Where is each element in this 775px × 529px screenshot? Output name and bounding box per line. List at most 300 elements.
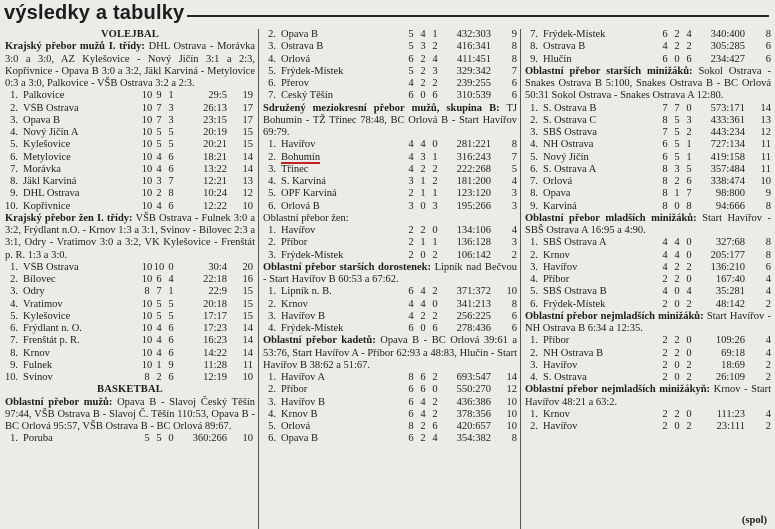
losses-cell: 2 (432, 286, 438, 298)
results-paragraph (5, 213, 255, 262)
section-heading: VOLEJBAL (101, 29, 159, 40)
table-row (525, 139, 771, 151)
score-cell: 26:109 (715, 372, 745, 383)
rank-cell: 3. (268, 41, 276, 53)
score-cell: 411:451 (456, 53, 491, 65)
competition-name: Oblastní přebor nejmladších minižáků: (525, 310, 704, 322)
team-cell: NH Ostrava (543, 139, 594, 151)
losses-cell: 5 (168, 139, 174, 151)
table-row (5, 176, 255, 188)
team-cell: Opava B (23, 114, 61, 126)
team-cell: Nový Jičín (543, 151, 589, 163)
points-cell: 13 (242, 176, 253, 187)
games-cell: 5 (408, 41, 414, 53)
score-cell: 136:128 (456, 237, 491, 249)
wins-cell: 0 (674, 372, 680, 383)
losses-cell: 0 (432, 139, 438, 151)
table-row (525, 103, 771, 115)
score-cell: 443:234 (710, 127, 745, 138)
team-cell: Vratimov (23, 298, 63, 310)
losses-cell: 1 (432, 237, 438, 249)
wins-cell: 4 (156, 151, 162, 163)
table-row (263, 188, 517, 200)
score-cell: 693:547 (456, 372, 491, 383)
rank-cell: 3. (10, 114, 18, 126)
losses-cell: 6 (686, 53, 692, 65)
wins-cell: 2 (674, 347, 680, 359)
points-cell: 10 (242, 372, 253, 383)
table-row (5, 103, 255, 115)
score-cell: 181:200 (456, 176, 491, 187)
wins-cell: 0 (674, 286, 680, 298)
points-cell: 10 (506, 286, 517, 298)
rank-cell: 1. (268, 225, 276, 236)
team-cell: Třinec (281, 163, 309, 175)
points-cell: 2 (765, 421, 771, 432)
team-cell: Český Těšín (281, 90, 334, 102)
losses-cell: 7 (686, 188, 692, 200)
losses-cell: 2 (432, 396, 438, 408)
score-cell: 357:484 (710, 163, 745, 175)
losses-cell: 5 (686, 163, 692, 175)
points-cell: 17 (242, 102, 253, 114)
games-cell: 10 (141, 90, 153, 102)
team-cell: Frýdek-Místek (281, 323, 344, 334)
losses-cell: 4 (168, 274, 174, 285)
score-cell: 29:5 (208, 90, 227, 102)
losses-cell: 2 (686, 359, 692, 371)
wins-cell: 4 (420, 29, 426, 40)
score-cell: 11:28 (203, 359, 227, 371)
score-cell: 378:356 (456, 408, 491, 420)
points-cell: 8 (511, 433, 517, 445)
score-cell: 30:4 (208, 261, 227, 273)
rank-cell: 3. (530, 127, 538, 138)
losses-cell: 6 (168, 163, 174, 175)
games-cell: 10 (141, 298, 153, 310)
losses-cell: 4 (686, 29, 692, 40)
table-row (263, 152, 517, 164)
team-cell: NH Ostrava B (543, 347, 604, 359)
score-cell: 26:13 (203, 102, 227, 114)
points-cell: 15 (242, 286, 253, 298)
team-cell: Frýdlant n. O. (23, 323, 82, 334)
games-cell: 6 (408, 408, 414, 420)
table-row (263, 311, 517, 323)
team-cell: Krnov B (281, 408, 318, 420)
losses-cell: 2 (432, 249, 438, 261)
games-cell: 8 (662, 163, 668, 175)
losses-cell: 6 (168, 335, 174, 347)
points-cell: 15 (242, 310, 253, 322)
losses-cell: 7 (168, 176, 174, 187)
losses-cell: 1 (686, 151, 692, 163)
games-cell: 10 (141, 114, 153, 126)
team-cell: S. Karviná (281, 176, 326, 187)
team-cell: Metylovice (23, 151, 71, 163)
points-cell: 20 (242, 261, 253, 273)
wins-cell: 0 (420, 323, 426, 334)
score-cell: 12:22 (203, 200, 227, 212)
wins-cell: 1 (420, 237, 426, 249)
team-cell: VŠB Ostrava (23, 261, 79, 273)
points-cell: 8 (765, 29, 771, 40)
rank-cell: 9. (530, 53, 538, 65)
points-cell: 15 (242, 298, 253, 310)
points-cell: 4 (765, 347, 771, 359)
table-row (263, 176, 517, 188)
score-cell: 10:24 (203, 188, 227, 200)
losses-cell: 2 (432, 372, 438, 383)
team-cell: Havířov (281, 225, 316, 236)
games-cell: 10 (141, 310, 153, 322)
games-cell: 8 (144, 286, 150, 298)
rank-cell: 5. (268, 421, 276, 432)
team-cell: Havířov B (281, 396, 326, 408)
competition-name: Oblastní přebor kadetů: (263, 335, 376, 347)
table-row (5, 348, 255, 360)
games-cell: 5 (408, 65, 414, 77)
score-cell: 134:106 (456, 225, 491, 236)
rank-cell: 3. (268, 163, 276, 175)
rank-cell: 2. (268, 384, 276, 396)
wins-cell: 0 (674, 359, 680, 371)
team-cell: Frýdek-Místek (281, 249, 344, 261)
games-cell: 6 (662, 29, 668, 40)
table-row (525, 115, 771, 127)
column-3 (525, 29, 771, 433)
score-cell: 20:18 (203, 298, 227, 310)
wins-cell: 3 (674, 163, 680, 175)
games-cell: 4 (408, 78, 414, 89)
rank-cell: 1. (10, 261, 18, 273)
losses-cell: 0 (432, 225, 438, 236)
rank-cell: 8. (10, 347, 18, 359)
score-cell: 17:23 (203, 323, 227, 334)
table-row (525, 176, 771, 188)
games-cell: 6 (408, 323, 414, 334)
points-cell: 10 (242, 433, 253, 445)
points-cell: 10 (242, 200, 253, 212)
rank-cell: 4. (530, 274, 538, 285)
results-paragraph (263, 262, 517, 287)
table-row (525, 372, 771, 384)
rank-cell: 10. (5, 200, 19, 212)
table-row (5, 323, 255, 335)
results-text: Lipník nad Bečvou - Start Havířov B 60:53 a 67:62. (263, 261, 518, 285)
losses-cell: 2 (686, 261, 692, 273)
team-cell: Havířov (543, 261, 578, 273)
games-cell: 10 (141, 127, 153, 138)
losses-cell: 2 (686, 127, 692, 138)
rank-cell: 7. (530, 29, 538, 40)
results-paragraph (525, 384, 771, 409)
wins-cell: 5 (156, 139, 162, 151)
team-cell: Opava B (281, 29, 319, 40)
score-cell: 419:158 (710, 151, 745, 163)
table-row (525, 348, 771, 360)
wins-cell: 5 (156, 127, 162, 138)
table-row (5, 286, 255, 298)
points-cell: 3 (511, 200, 517, 212)
results-text: DHL Ostrava - Morávka 3:0 a 3:0, AZ Kylešovice - Nový Jičín 3:1 a 2:3, Kopřivnice - Opava B 3:0 a 3:2, Jäkl Karviná - Metylovice 0:3 a 3:0, Palkovice - VŠB Ostrava 3:2 a 2:3. (5, 41, 256, 89)
losses-cell: 3 (432, 65, 438, 77)
losses-cell: 0 (168, 261, 174, 273)
results-text: Start Havířov - SBŠ Ostrava A 16:95 a 4:90. (525, 212, 771, 236)
table-row (5, 311, 255, 323)
games-cell: 10 (141, 335, 153, 347)
rank-cell: 3. (268, 310, 276, 322)
games-cell: 10 (141, 139, 153, 151)
points-cell: 6 (765, 261, 771, 273)
points-cell: 6 (511, 90, 517, 102)
points-cell: 6 (511, 78, 517, 89)
table-row (263, 421, 517, 433)
wins-cell: 2 (420, 225, 426, 236)
rank-cell: 5. (10, 139, 18, 151)
table-row (263, 250, 517, 262)
table-row (5, 139, 255, 151)
losses-cell: 3 (686, 114, 692, 126)
games-cell: 6 (408, 53, 414, 65)
score-cell: 16:23 (203, 335, 227, 347)
results-paragraph (263, 335, 517, 372)
losses-cell: 1 (686, 139, 692, 151)
competition-name: Oblastní přebor starších dorostenek: (263, 261, 431, 273)
games-cell: 8 (144, 372, 150, 383)
table-row (263, 78, 517, 90)
games-cell: 10 (141, 261, 153, 273)
score-cell: 316:243 (456, 151, 491, 163)
team-cell: Opava (543, 188, 571, 200)
games-cell: 7 (662, 102, 668, 114)
points-cell: 9 (511, 29, 517, 40)
points-cell: 7 (511, 65, 517, 77)
losses-cell: 6 (168, 151, 174, 163)
games-cell: 2 (408, 249, 414, 261)
losses-cell: 6 (432, 421, 438, 432)
points-cell: 2 (511, 249, 517, 261)
games-cell: 8 (408, 372, 414, 383)
team-cell: Palkovice (23, 90, 65, 102)
games-cell: 2 (662, 408, 668, 420)
score-cell: 341:213 (456, 298, 491, 310)
results-text: Opava B - Slavoj Český Těšín 97:44, VŠB Ostrava B - Slavoj Č. Těšín 110:53, Opava B - BC Orlová 95:57, VŠB Ostrava B - BC Orlová 89:67. (5, 396, 255, 432)
games-cell: 4 (662, 261, 668, 273)
column-divider (258, 29, 259, 529)
rank-cell: 1. (530, 408, 538, 420)
wins-cell: 5 (156, 298, 162, 310)
team-cell: S. Ostrava A (543, 163, 597, 175)
rank-cell: 6. (268, 200, 276, 212)
losses-cell: 0 (168, 433, 174, 445)
score-cell: 416:341 (456, 41, 491, 53)
games-cell: 10 (141, 188, 153, 200)
team-cell: Kylešovice (23, 310, 71, 322)
games-cell: 10 (141, 274, 153, 285)
competition-name: Krajský přebor žen I. třídy: (5, 212, 133, 224)
rank-cell: 2. (268, 237, 276, 249)
table-row (263, 29, 517, 41)
games-cell: 10 (141, 102, 153, 114)
wins-cell: 2 (156, 372, 162, 383)
wins-cell: 2 (674, 274, 680, 285)
score-cell: 420:657 (456, 421, 491, 432)
score-cell: 20:19 (203, 127, 227, 138)
rank-cell: 1. (268, 286, 276, 298)
table-row (5, 360, 255, 372)
games-cell: 2 (662, 274, 668, 285)
table-row (263, 54, 517, 66)
score-cell: 234:427 (710, 53, 745, 65)
points-cell: 4 (765, 274, 771, 285)
wins-cell: 5 (674, 139, 680, 151)
wins-cell: 7 (156, 286, 162, 298)
points-cell: 16 (242, 274, 253, 285)
rank-cell: 5. (530, 286, 538, 298)
wins-cell: 4 (156, 347, 162, 359)
table-row (263, 225, 517, 237)
score-cell: 18:69 (721, 359, 745, 371)
losses-cell: 1 (432, 188, 438, 200)
table-row (5, 274, 255, 286)
score-cell: 167:40 (715, 274, 745, 285)
points-cell: 14 (242, 335, 253, 347)
results-paragraph (263, 213, 517, 225)
wins-cell: 1 (674, 188, 680, 200)
results-paragraph (5, 397, 255, 434)
score-cell: 727:134 (710, 139, 745, 151)
team-cell: Kopřivnice (23, 200, 71, 212)
team-cell: Morávka (23, 163, 61, 175)
table-row (263, 433, 517, 445)
wins-cell: 3 (156, 176, 162, 187)
wins-cell: 4 (420, 298, 426, 310)
score-cell: 23:15 (203, 114, 227, 126)
points-cell: 19 (242, 90, 253, 102)
rank-cell: 2. (268, 29, 276, 40)
team-cell: Opava B (281, 433, 319, 445)
team-cell: OPF Karviná (281, 188, 337, 200)
rank-cell: 4. (268, 323, 276, 334)
rank-cell: 1. (268, 372, 276, 383)
points-cell: 7 (511, 151, 517, 163)
rank-cell: 4. (268, 53, 276, 65)
table-row (525, 421, 771, 433)
rank-cell: 4. (530, 372, 538, 383)
competition-name: Krajský přebor mužů I. třídy: (5, 41, 145, 53)
results-text: VŠB Ostrava - Fulnek 3:0 a 3:2, Frýdlant n.O. - Krnov 1:3 a 3:1, Svinov - Bílovec 2:3 a 3:1, Odry - Vratimov 3:0 a 3:2, VK Kylešovice - Frenštát p. R. 1:3 a 3:0. (5, 212, 255, 261)
score-cell: 256:225 (456, 310, 491, 322)
points-cell: 9 (765, 188, 771, 200)
points-cell: 14 (242, 163, 253, 175)
team-cell: Frenštát p. R. (23, 335, 80, 347)
points-cell: 8 (765, 237, 771, 249)
rank-cell: 7. (268, 90, 276, 102)
table-row (263, 299, 517, 311)
losses-cell: 5 (168, 310, 174, 322)
rank-cell: 2. (530, 114, 538, 126)
score-cell: 329:342 (456, 65, 491, 77)
games-cell: 4 (662, 249, 668, 261)
losses-cell: 1 (432, 29, 438, 40)
team-cell: Havířov (543, 421, 578, 432)
score-cell: 22:18 (203, 274, 227, 285)
wins-cell: 3 (420, 151, 426, 163)
team-cell: Orlová (543, 176, 573, 187)
points-cell: 6 (511, 323, 517, 334)
points-cell: 3 (511, 237, 517, 249)
rank-cell: 2. (10, 102, 18, 114)
score-cell: 436:386 (456, 396, 491, 408)
table-row (525, 409, 771, 421)
team-cell: Frýdek-Místek (543, 29, 606, 40)
competition-name: Sdružený meziokresní přebor mužů, skupina B: (263, 102, 500, 114)
points-cell: 12 (760, 127, 771, 138)
points-cell: 11 (760, 139, 771, 151)
rank-cell: 2. (530, 421, 538, 432)
table-row (5, 115, 255, 127)
team-cell: SBŠ Ostrava B (543, 286, 607, 298)
games-cell: 4 (408, 298, 414, 310)
wins-cell: 10 (153, 261, 165, 273)
wins-cell: 9 (156, 90, 162, 102)
losses-cell: 1 (168, 90, 174, 102)
wins-cell: 2 (420, 310, 426, 322)
table-row (525, 152, 771, 164)
games-cell: 10 (141, 347, 153, 359)
wins-cell: 4 (420, 139, 426, 151)
score-cell: 327:68 (715, 237, 745, 249)
losses-cell: 6 (168, 200, 174, 212)
losses-cell: 2 (686, 372, 692, 383)
table-row (263, 237, 517, 249)
rank-cell: 4. (268, 176, 276, 187)
games-cell: 8 (662, 114, 668, 126)
rank-cell: 4. (530, 139, 538, 151)
team-cell: Příbor (281, 384, 308, 396)
games-cell: 2 (408, 225, 414, 236)
score-cell: 278:436 (456, 323, 491, 334)
points-cell: 4 (765, 286, 771, 298)
games-cell: 6 (662, 151, 668, 163)
rank-cell: 2. (10, 274, 18, 285)
games-cell: 8 (408, 421, 414, 432)
wins-cell: 0 (674, 421, 680, 432)
score-cell: 111:23 (716, 408, 745, 420)
losses-cell: 8 (168, 188, 174, 200)
points-cell: 14 (760, 102, 771, 114)
wins-cell: 4 (674, 249, 680, 261)
rank-cell: 5. (10, 310, 18, 322)
score-cell: 20:21 (203, 139, 227, 151)
table-row (263, 66, 517, 78)
games-cell: 4 (662, 41, 668, 53)
wins-cell: 2 (420, 163, 426, 175)
games-cell: 2 (662, 372, 668, 383)
games-cell: 4 (662, 237, 668, 249)
score-cell: 573:171 (710, 102, 745, 114)
rank-cell: 2. (530, 249, 538, 261)
results-paragraph (5, 41, 255, 90)
author-credit: (spol) (741, 515, 767, 526)
losses-cell: 4 (686, 286, 692, 298)
score-cell: 239:255 (456, 78, 491, 89)
games-cell: 10 (141, 359, 153, 371)
points-cell: 12 (506, 384, 517, 396)
rank-cell: 7. (10, 335, 18, 347)
team-cell: S. Ostrava (543, 372, 587, 383)
